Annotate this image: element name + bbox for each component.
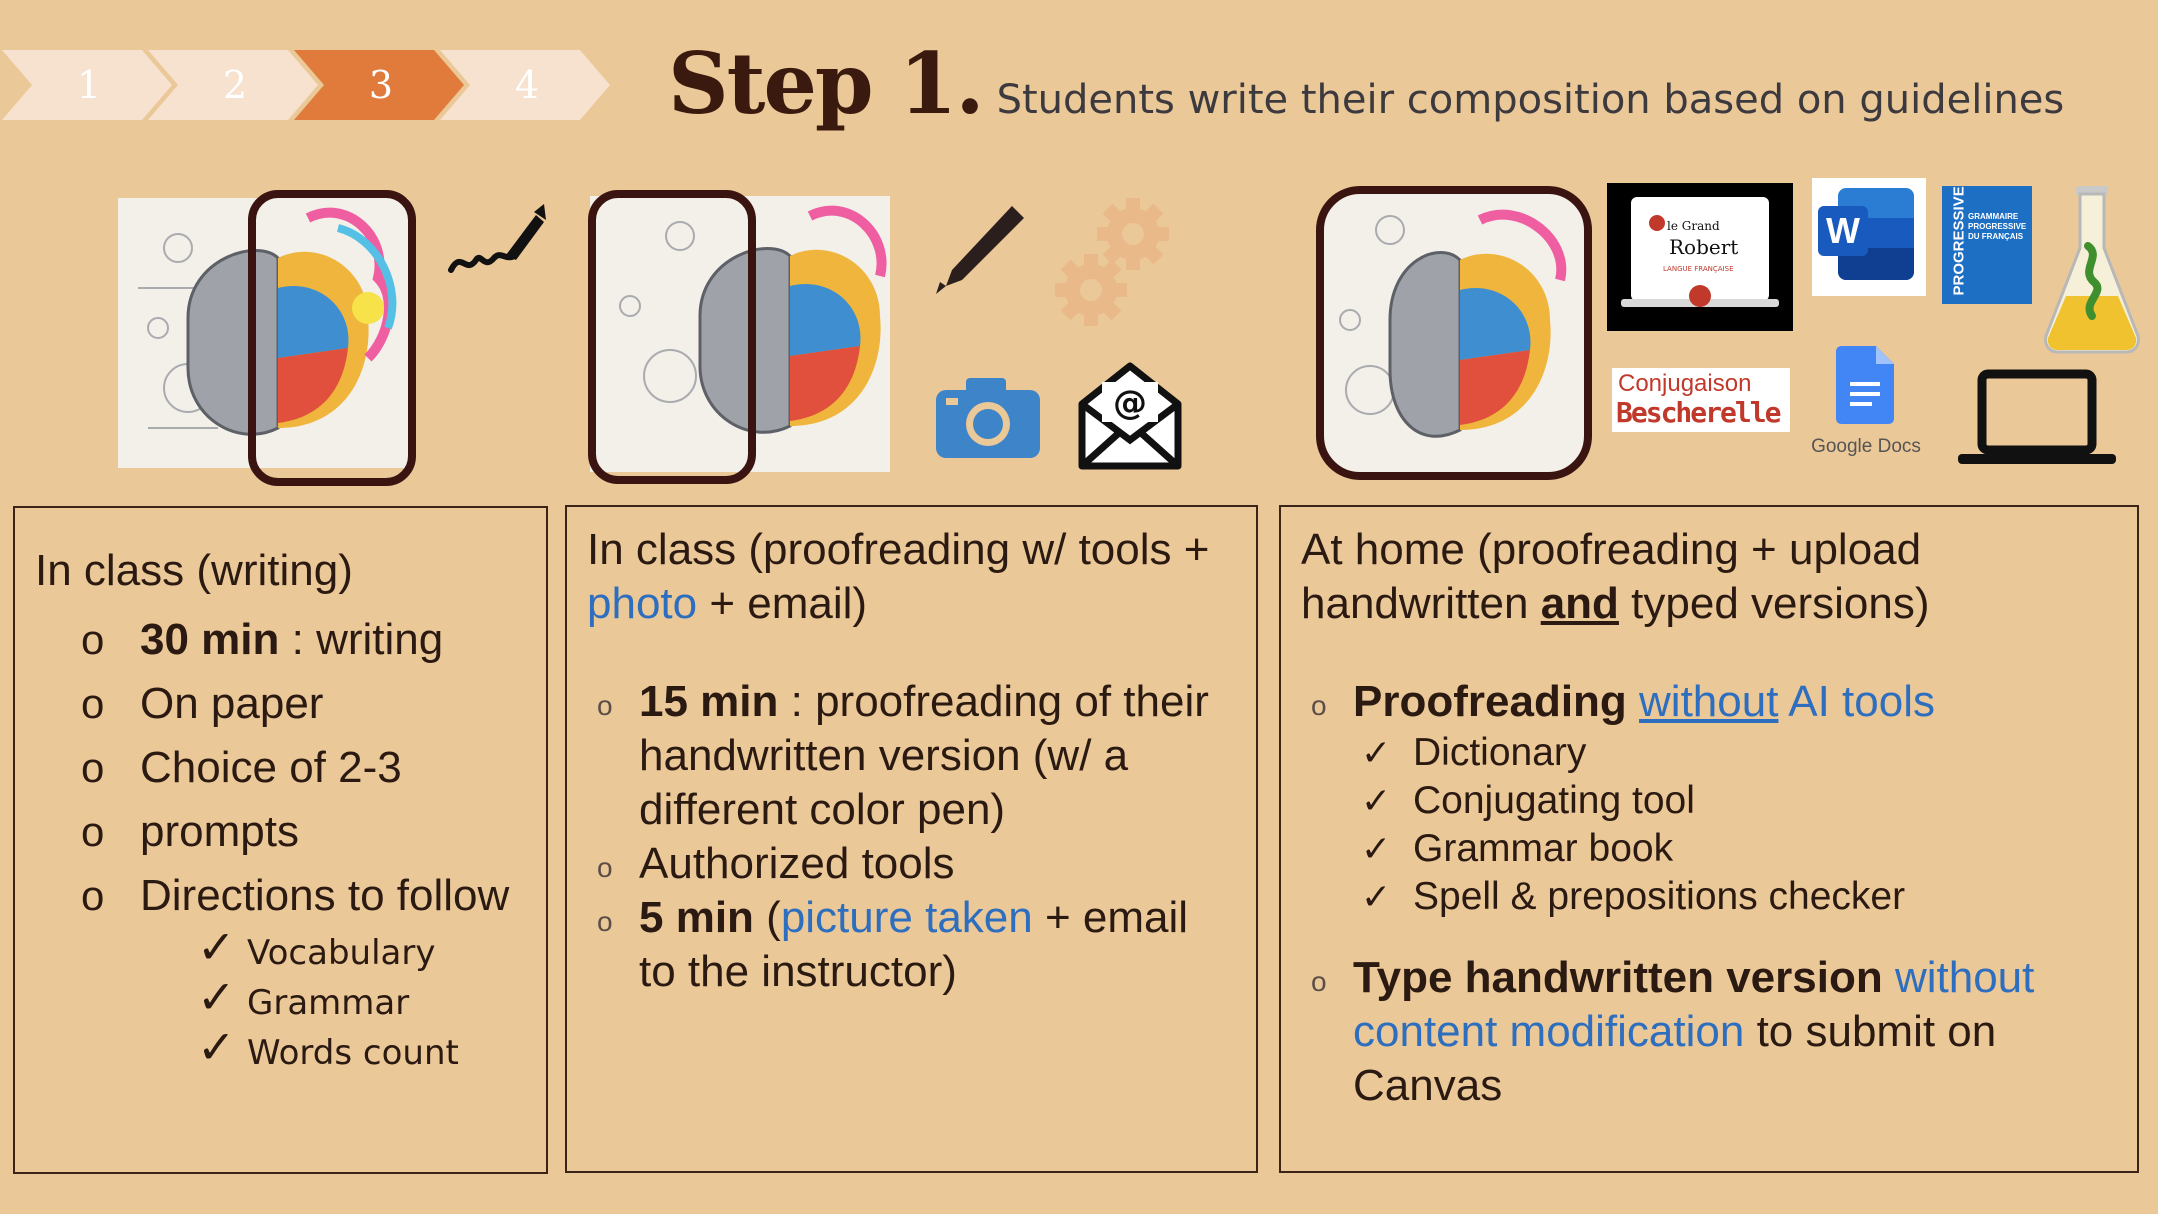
- heading-part: + upload handwritten: [1301, 525, 1922, 628]
- le-grand-robert-logo: [1607, 183, 1793, 331]
- panel-heading: [1301, 523, 2117, 631]
- bescherelle-line2: Bescherelle: [1616, 396, 1780, 429]
- at-home-panel: [1279, 505, 2139, 1173]
- item-bold: Type handwritten version: [1353, 953, 1883, 1002]
- item-bold: 5 min: [639, 893, 754, 942]
- google-docs-caption: Google Docs: [1811, 436, 1921, 457]
- item-text: Directions to follow: [140, 871, 510, 920]
- list-item-continuation: [35, 800, 526, 864]
- step-chevron-2: [148, 50, 318, 120]
- step-label: 2: [222, 63, 248, 107]
- check-item: ✓ Words count: [35, 1028, 526, 1078]
- step-chevron-4: [440, 50, 610, 120]
- check-item: ✓ Grammar book: [1301, 825, 2117, 873]
- camera-icon: [936, 374, 1040, 458]
- proofreading-list: [587, 675, 1236, 999]
- heading-part: typed versions): [1618, 579, 1930, 628]
- flask-icon: [2042, 186, 2142, 354]
- check-item: ✓ Vocabulary: [35, 928, 526, 978]
- grammaire-progressive-book: [1942, 186, 2032, 304]
- title-subtitle: Students write their composition based on guidelines: [996, 77, 2065, 123]
- item-bold: 15 min: [639, 677, 779, 726]
- word-logo: [1812, 178, 1926, 296]
- check-item: ✓ Conjugating tool: [1301, 777, 2117, 825]
- check-item: ✓ Dictionary: [1301, 729, 2117, 777]
- heading-part: + email): [697, 579, 868, 628]
- step-chevron-1: [2, 50, 172, 120]
- list-item: [35, 864, 526, 928]
- step-label: 3: [368, 63, 394, 107]
- phone-frame: [588, 190, 756, 484]
- panel-heading: [587, 523, 1236, 631]
- robert-line1: le Grand: [1667, 219, 1720, 233]
- heading-part: +: [1171, 525, 1210, 574]
- item-text: : writing: [279, 615, 444, 664]
- list-item: [35, 736, 526, 800]
- item-text: On paper: [140, 679, 324, 728]
- slide-title: [668, 34, 2064, 133]
- svg-text:@: @: [1113, 383, 1147, 423]
- book-title-2: PROGRESSIVE: [1968, 222, 2027, 231]
- book-title-1: GRAMMAIRE: [1968, 212, 2019, 221]
- email-icon: [1078, 360, 1182, 472]
- step-label: 1: [76, 63, 102, 107]
- bescherelle-line1: Conjugaison: [1618, 370, 1752, 397]
- title-step: Step 1.: [668, 34, 983, 133]
- gears-icon: [1055, 196, 1171, 330]
- panel-heading: In class (writing): [35, 546, 353, 595]
- heading-part: and: [1540, 579, 1619, 628]
- step-chevron-3-active: [294, 50, 464, 120]
- list-item: [35, 672, 526, 736]
- laptop-icon: [1958, 368, 2116, 468]
- heading-part: At home (: [1301, 525, 1492, 574]
- item-text: : proofreading of their handwritten version (w/ a different color pen): [639, 677, 1209, 834]
- pen-icon: [932, 200, 1028, 296]
- item-bold: 30 min: [140, 615, 280, 664]
- check-item: ✓ Spell & prepositions checker: [1301, 873, 2117, 921]
- list-item: [1301, 951, 2117, 1113]
- item-text: to submit on Canvas: [1353, 1007, 1997, 1110]
- in-class-proofreading-panel: [565, 505, 1258, 1173]
- list-item: [587, 675, 1236, 837]
- item-text: Choice of 2-3: [140, 743, 402, 792]
- without-link[interactable]: without: [1639, 677, 1779, 726]
- list-item: [35, 608, 526, 672]
- robert-line2: Robert: [1669, 235, 1739, 259]
- book-title-3: DU FRANÇAIS: [1968, 232, 2024, 241]
- heading-part: proofreading: [1491, 525, 1739, 574]
- google-docs-icon: [1836, 346, 1894, 424]
- item-text-blue: AI tools: [1778, 677, 1935, 726]
- item-text-blue: picture taken: [780, 893, 1033, 942]
- item-text: Authorized tools: [639, 839, 955, 888]
- phone-frame: [248, 190, 416, 486]
- phone-frame: [1316, 186, 1592, 480]
- writing-list: [35, 608, 526, 1078]
- list-item: [1301, 675, 2117, 729]
- item-text: (: [753, 893, 781, 942]
- heading-part: photo: [587, 579, 698, 628]
- item-text: + email to the instructor): [639, 893, 1189, 996]
- book-spine-text: PROGRESSIVE: [1950, 186, 1968, 296]
- bescherelle-logo: [1612, 368, 1790, 432]
- heading-part: proofreading w/ tools: [763, 525, 1172, 574]
- list-item: [587, 837, 1236, 891]
- spacer: [1301, 921, 2117, 951]
- list-item: [587, 891, 1236, 999]
- item-text: prompts: [140, 807, 299, 856]
- pen-signature-icon: [446, 200, 546, 290]
- heading-part: In class (: [587, 525, 764, 574]
- robert-line3: LANGUE FRANÇAISE: [1663, 265, 1734, 273]
- check-item: ✓ Grammar: [35, 978, 526, 1028]
- step-label: 4: [514, 63, 540, 107]
- item-text-blue: without content modification: [1353, 953, 2035, 1056]
- at-home-list: [1301, 675, 2117, 1113]
- word-letter: W: [1818, 206, 1868, 256]
- in-class-writing-panel: [13, 506, 548, 1174]
- item-bold: Proofreading: [1353, 677, 1627, 726]
